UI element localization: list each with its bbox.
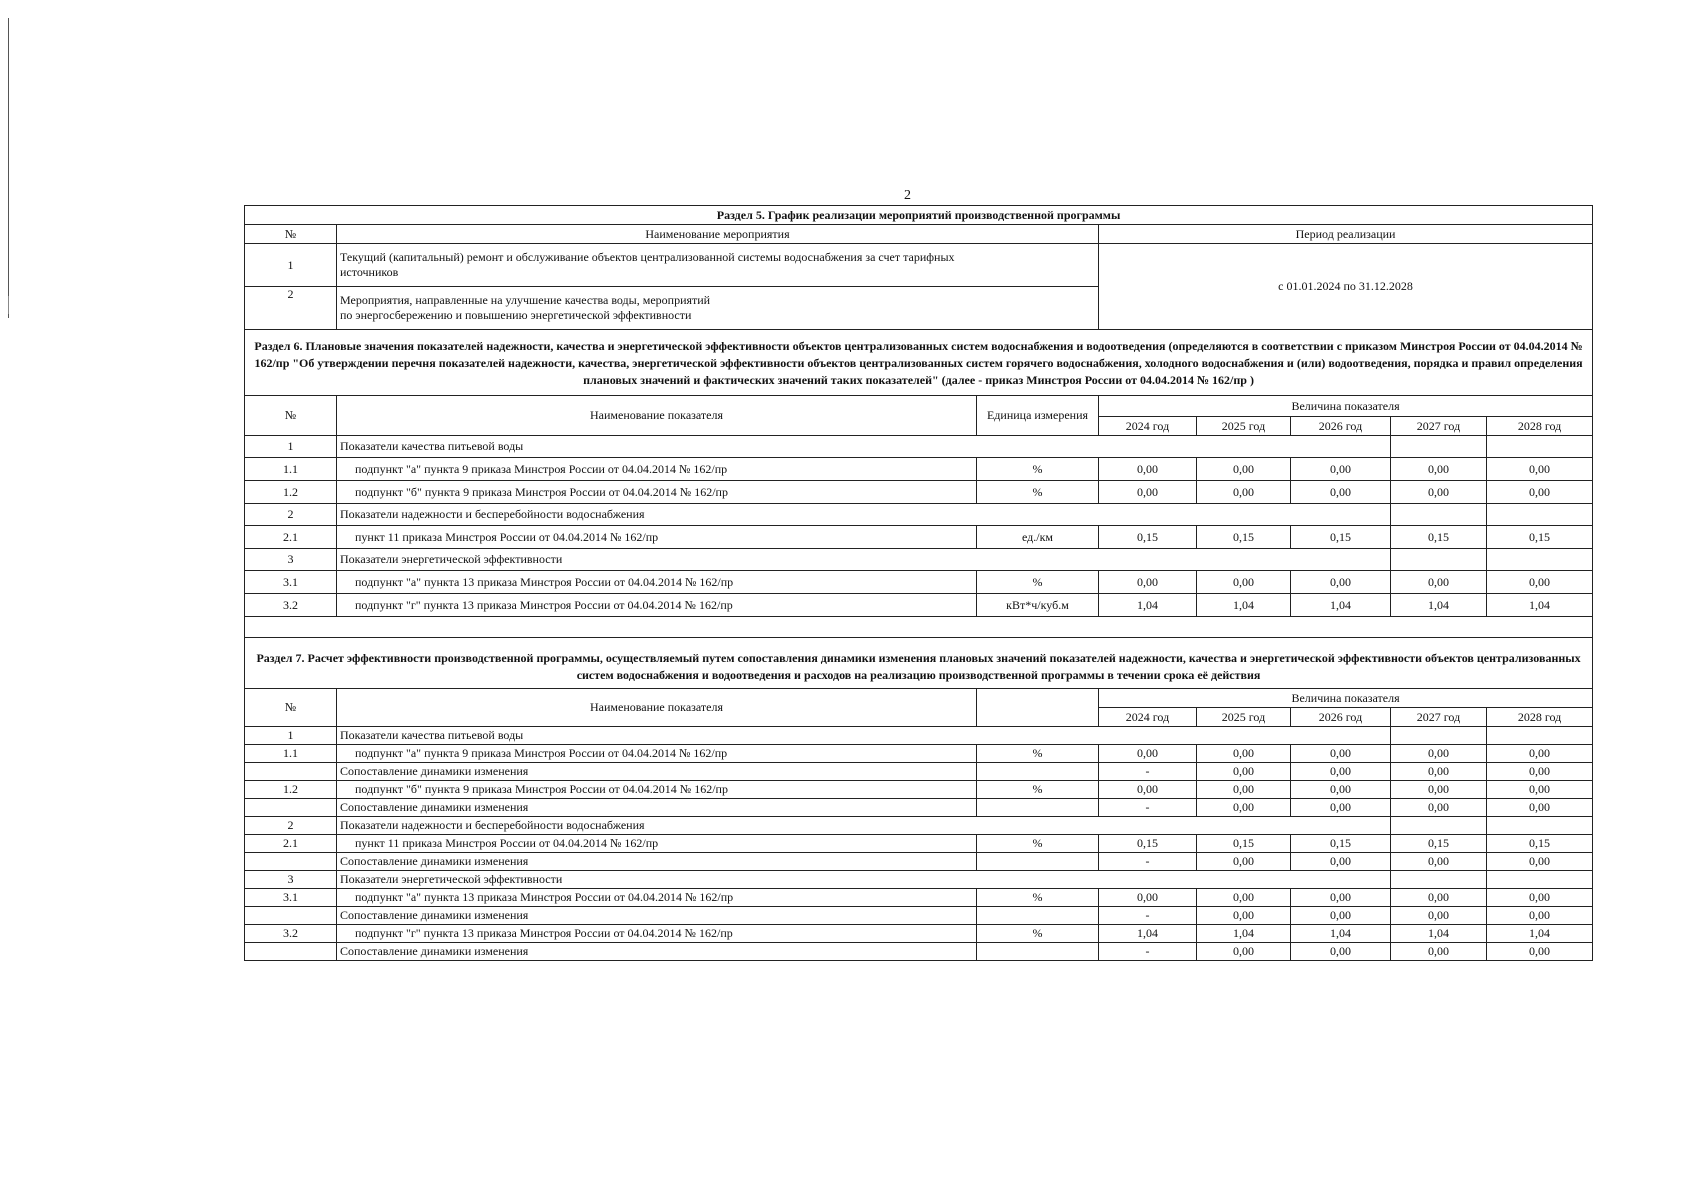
value-cell: 0,00 — [1291, 889, 1391, 907]
row-number: 1.2 — [245, 481, 337, 504]
value-cell: 0,00 — [1197, 943, 1291, 961]
value-cell: 0,00 — [1197, 907, 1291, 925]
value-cell: 0,00 — [1099, 781, 1197, 799]
indicator-name: Сопоставление динамики изменения — [337, 763, 977, 781]
value-cell: 0,00 — [1197, 799, 1291, 817]
indicator-name: пункт 11 приказа Минстроя России от 04.04.2014 № 162/пр — [337, 835, 977, 853]
value-cell: 0,00 — [1487, 907, 1593, 925]
group-name: Показатели надежности и бесперебойности водоснабжения — [337, 504, 1391, 526]
value-cell: 0,15 — [1487, 526, 1593, 549]
empty-cell — [1487, 549, 1593, 571]
value-cell: 0,00 — [1291, 907, 1391, 925]
section7-row — [245, 835, 1593, 853]
section5-col-name: Наименование мероприятия — [337, 225, 1099, 244]
section5-period: с 01.01.2024 по 31.12.2028 — [1099, 244, 1593, 330]
indicator-name: подпункт "а" пункта 9 приказа Минстроя России от 04.04.2014 № 162/пр — [337, 745, 977, 763]
row-number: 3 — [245, 871, 337, 889]
value-cell: 0,00 — [1291, 458, 1391, 481]
section7-row — [245, 799, 1593, 817]
value-cell: 0,00 — [1099, 458, 1197, 481]
value-cell: 0,15 — [1099, 835, 1197, 853]
section6-title: Раздел 6. Плановые значения показателей надежности, качества и энергетической эффективности объектов централизованных систем водоснабжения и водоотведения (определяются в соответствии с приказом Минстроя России от 04.04.2014 № 162/пр "Об утверждении перечня показателей надежности, качества, энергетической эффективности объектов централизованных систем горячего водоснабжения, холодного водоснабжения и (или) водоотведения, порядка и правил определения плановых значений и фактических значений таких показателей" (далее - приказ Минстроя России от 04.04.2014 № 162/пр ) — [245, 330, 1593, 396]
section7-col-value: Величина показателя — [1099, 689, 1593, 708]
value-cell: 0,00 — [1487, 889, 1593, 907]
section6-col-value: Величина показателя — [1099, 396, 1593, 417]
section5-col-no: № — [245, 225, 337, 244]
row-number: 2.1 — [245, 526, 337, 549]
section5-title: Раздел 5. График реализации мероприятий производственной программы — [245, 206, 1593, 225]
empty-cell — [1487, 504, 1593, 526]
section5-row-name: Текущий (капитальный) ремонт и обслуживание объектов централизованной системы водоснабжения за счет тарифных источников — [337, 244, 1099, 287]
section-spacer — [245, 617, 1593, 638]
unit-cell: % — [977, 889, 1099, 907]
row-number: 2 — [245, 817, 337, 835]
value-cell: 0,15 — [1391, 526, 1487, 549]
row-number: 1.1 — [245, 745, 337, 763]
section6-year: 2027 год — [1391, 417, 1487, 436]
section7-row — [245, 781, 1593, 799]
section6-row — [245, 594, 1593, 617]
row-number — [245, 907, 337, 925]
value-cell: 0,00 — [1391, 907, 1487, 925]
unit-cell — [977, 907, 1099, 925]
scan-edge-line — [8, 18, 9, 318]
row-number: 1 — [245, 727, 337, 745]
value-cell: 0,00 — [1487, 458, 1593, 481]
value-cell: - — [1099, 907, 1197, 925]
document-sheet — [244, 205, 1592, 961]
value-cell: 0,00 — [1487, 943, 1593, 961]
value-cell: 0,00 — [1291, 745, 1391, 763]
empty-cell — [1487, 871, 1593, 889]
value-cell: 0,00 — [1291, 943, 1391, 961]
unit-cell: % — [977, 571, 1099, 594]
indicator-name: Сопоставление динамики изменения — [337, 799, 977, 817]
section7-row — [245, 763, 1593, 781]
value-cell: 0,15 — [1487, 835, 1593, 853]
value-cell: 1,04 — [1291, 925, 1391, 943]
section7-group-row — [245, 871, 1593, 889]
empty-cell — [1391, 504, 1487, 526]
indicator-name: подпункт "б" пункта 9 приказа Минстроя России от 04.04.2014 № 162/пр — [337, 781, 977, 799]
section6-group-row — [245, 549, 1593, 571]
row-number — [245, 943, 337, 961]
spacer-body — [245, 617, 1593, 727]
value-cell: 0,00 — [1291, 571, 1391, 594]
unit-cell: % — [977, 781, 1099, 799]
scan-edge-line — [8, 296, 9, 314]
value-cell: - — [1099, 853, 1197, 871]
empty-cell — [1487, 436, 1593, 458]
group-name: Показатели качества питьевой воды — [337, 436, 1391, 458]
value-cell: 0,15 — [1099, 526, 1197, 549]
value-cell: 1,04 — [1391, 594, 1487, 617]
indicator-name: Сопоставление динамики изменения — [337, 907, 977, 925]
value-cell: 0,00 — [1487, 799, 1593, 817]
row-number — [245, 853, 337, 871]
group-name: Показатели качества питьевой воды — [337, 727, 1391, 745]
empty-cell — [1391, 727, 1487, 745]
unit-cell — [977, 799, 1099, 817]
section7-year: 2028 год — [1487, 708, 1593, 727]
value-cell: 0,00 — [1197, 745, 1291, 763]
unit-cell — [977, 763, 1099, 781]
value-cell: 0,00 — [1197, 481, 1291, 504]
value-cell: 0,15 — [1291, 835, 1391, 853]
section6-year: 2025 год — [1197, 417, 1291, 436]
value-cell: 1,04 — [1487, 925, 1593, 943]
section5-row-no: 2 — [245, 287, 337, 330]
value-cell: 0,00 — [1391, 481, 1487, 504]
value-cell: 1,04 — [1197, 925, 1291, 943]
value-cell: 1,04 — [1197, 594, 1291, 617]
section6-year: 2026 год — [1291, 417, 1391, 436]
value-cell: 0,00 — [1487, 481, 1593, 504]
value-cell: 1,04 — [1099, 594, 1197, 617]
section7-body — [245, 727, 1593, 961]
value-cell: - — [1099, 763, 1197, 781]
section7-year: 2024 год — [1099, 708, 1197, 727]
indicator-name: подпункт "г" пункта 13 приказа Минстроя России от 04.04.2014 № 162/пр — [337, 594, 977, 617]
value-cell: 0,00 — [1291, 853, 1391, 871]
indicator-name: Сопоставление динамики изменения — [337, 943, 977, 961]
indicator-name: подпункт "б" пункта 9 приказа Минстроя России от 04.04.2014 № 162/пр — [337, 481, 977, 504]
value-cell: 0,00 — [1487, 853, 1593, 871]
value-cell: 0,00 — [1197, 763, 1291, 781]
section7-col-no: № — [245, 689, 337, 727]
section6-group-row — [245, 436, 1593, 458]
section6-body — [245, 436, 1593, 617]
empty-cell — [1391, 436, 1487, 458]
value-cell: 0,00 — [1391, 781, 1487, 799]
value-cell: 0,15 — [1291, 526, 1391, 549]
value-cell: 0,00 — [1487, 763, 1593, 781]
row-number: 3 — [245, 549, 337, 571]
value-cell: 0,00 — [1487, 781, 1593, 799]
indicator-name: Сопоставление динамики изменения — [337, 853, 977, 871]
section6-year: 2028 год — [1487, 417, 1593, 436]
indicator-name: подпункт "а" пункта 13 приказа Минстроя России от 04.04.2014 № 162/пр — [337, 571, 977, 594]
group-name: Показатели энергетической эффективности — [337, 549, 1391, 571]
unit-cell: % — [977, 458, 1099, 481]
section5-row-name: Мероприятия, направленные на улучшение качества воды, мероприятий по энергосбережению и повышению энергетической эффективности — [337, 287, 1099, 330]
section6-col-unit: Единица измерения — [977, 396, 1099, 436]
value-cell: 0,00 — [1197, 571, 1291, 594]
empty-cell — [1391, 817, 1487, 835]
value-cell: 1,04 — [1487, 594, 1593, 617]
value-cell: 1,04 — [1391, 925, 1487, 943]
indicator-name: подпункт "г" пункта 13 приказа Минстроя России от 04.04.2014 № 162/пр — [337, 925, 977, 943]
value-cell: 0,00 — [1099, 571, 1197, 594]
value-cell: 0,00 — [1197, 781, 1291, 799]
value-cell: 0,15 — [1391, 835, 1487, 853]
value-cell: 0,00 — [1291, 799, 1391, 817]
row-number: 3.2 — [245, 925, 337, 943]
value-cell: 0,00 — [1391, 853, 1487, 871]
main-table — [244, 205, 1593, 961]
value-cell: 0,00 — [1487, 571, 1593, 594]
section7-row — [245, 907, 1593, 925]
section7-year: 2026 год — [1291, 708, 1391, 727]
value-cell: - — [1099, 943, 1197, 961]
section7-col-name: Наименование показателя — [337, 689, 977, 727]
unit-cell — [977, 943, 1099, 961]
section7-title: Раздел 7. Расчет эффективности производственной программы, осуществляемый путем сопоставления динамики изменения плановых значений показателей надежности, качества и энергетической эффективности объектов централизованных систем водоснабжения и водоотведения и расходов на реализацию производственной программы в течении срока её действия — [245, 638, 1593, 689]
unit-cell — [977, 853, 1099, 871]
section6-row — [245, 571, 1593, 594]
row-number: 1.2 — [245, 781, 337, 799]
value-cell: 0,00 — [1099, 889, 1197, 907]
section6-row — [245, 481, 1593, 504]
value-cell: 0,00 — [1391, 458, 1487, 481]
value-cell: 0,00 — [1197, 458, 1291, 481]
row-number: 2 — [245, 504, 337, 526]
section6-col-name: Наименование показателя — [337, 396, 977, 436]
value-cell: 0,00 — [1487, 745, 1593, 763]
section6-col-no: № — [245, 396, 337, 436]
group-name: Показатели надежности и бесперебойности водоснабжения — [337, 817, 1391, 835]
empty-cell — [1391, 871, 1487, 889]
row-number: 3.1 — [245, 889, 337, 907]
section7-col-unit — [977, 689, 1099, 727]
value-cell: 1,04 — [1099, 925, 1197, 943]
unit-cell: кВт*ч/куб.м — [977, 594, 1099, 617]
section7-row — [245, 889, 1593, 907]
empty-cell — [1487, 727, 1593, 745]
unit-cell: % — [977, 925, 1099, 943]
section7-row — [245, 853, 1593, 871]
unit-cell: % — [977, 745, 1099, 763]
section7-year: 2025 год — [1197, 708, 1291, 727]
value-cell: 0,00 — [1291, 781, 1391, 799]
value-cell: - — [1099, 799, 1197, 817]
section5-col-period: Период реализации — [1099, 225, 1593, 244]
section6-row — [245, 526, 1593, 549]
section6-row — [245, 458, 1593, 481]
value-cell: 0,00 — [1391, 889, 1487, 907]
indicator-name: подпункт "а" пункта 9 приказа Минстроя России от 04.04.2014 № 162/пр — [337, 458, 977, 481]
section7-group-row — [245, 727, 1593, 745]
value-cell: 0,00 — [1197, 853, 1291, 871]
row-number — [245, 799, 337, 817]
value-cell: 0,00 — [1197, 889, 1291, 907]
unit-cell: % — [977, 835, 1099, 853]
section7-row — [245, 943, 1593, 961]
row-number: 1 — [245, 436, 337, 458]
section7-row — [245, 925, 1593, 943]
indicator-name: пункт 11 приказа Минстроя России от 04.04.2014 № 162/пр — [337, 526, 977, 549]
row-number: 1.1 — [245, 458, 337, 481]
indicator-name: подпункт "а" пункта 13 приказа Минстроя России от 04.04.2014 № 162/пр — [337, 889, 977, 907]
section7-year: 2027 год — [1391, 708, 1487, 727]
row-number: 3.2 — [245, 594, 337, 617]
row-number: 3.1 — [245, 571, 337, 594]
empty-cell — [1391, 549, 1487, 571]
page-number: 2 — [904, 188, 911, 203]
section7-row — [245, 745, 1593, 763]
unit-cell: ед./км — [977, 526, 1099, 549]
empty-cell — [1487, 817, 1593, 835]
value-cell: 0,00 — [1099, 481, 1197, 504]
value-cell: 0,00 — [1391, 745, 1487, 763]
value-cell: 0,00 — [1291, 481, 1391, 504]
row-number: 2.1 — [245, 835, 337, 853]
value-cell: 0,00 — [1391, 799, 1487, 817]
value-cell: 0,00 — [1291, 763, 1391, 781]
value-cell: 1,04 — [1291, 594, 1391, 617]
section7-group-row — [245, 817, 1593, 835]
value-cell: 0,00 — [1391, 763, 1487, 781]
value-cell: 0,15 — [1197, 526, 1291, 549]
section5-row-no: 1 — [245, 244, 337, 287]
value-cell: 0,00 — [1391, 571, 1487, 594]
value-cell: 0,15 — [1197, 835, 1291, 853]
unit-cell: % — [977, 481, 1099, 504]
main-table-body — [245, 206, 1593, 436]
value-cell: 0,00 — [1391, 943, 1487, 961]
section6-group-row — [245, 504, 1593, 526]
row-number — [245, 763, 337, 781]
group-name: Показатели энергетической эффективности — [337, 871, 1391, 889]
section6-year: 2024 год — [1099, 417, 1197, 436]
value-cell: 0,00 — [1099, 745, 1197, 763]
